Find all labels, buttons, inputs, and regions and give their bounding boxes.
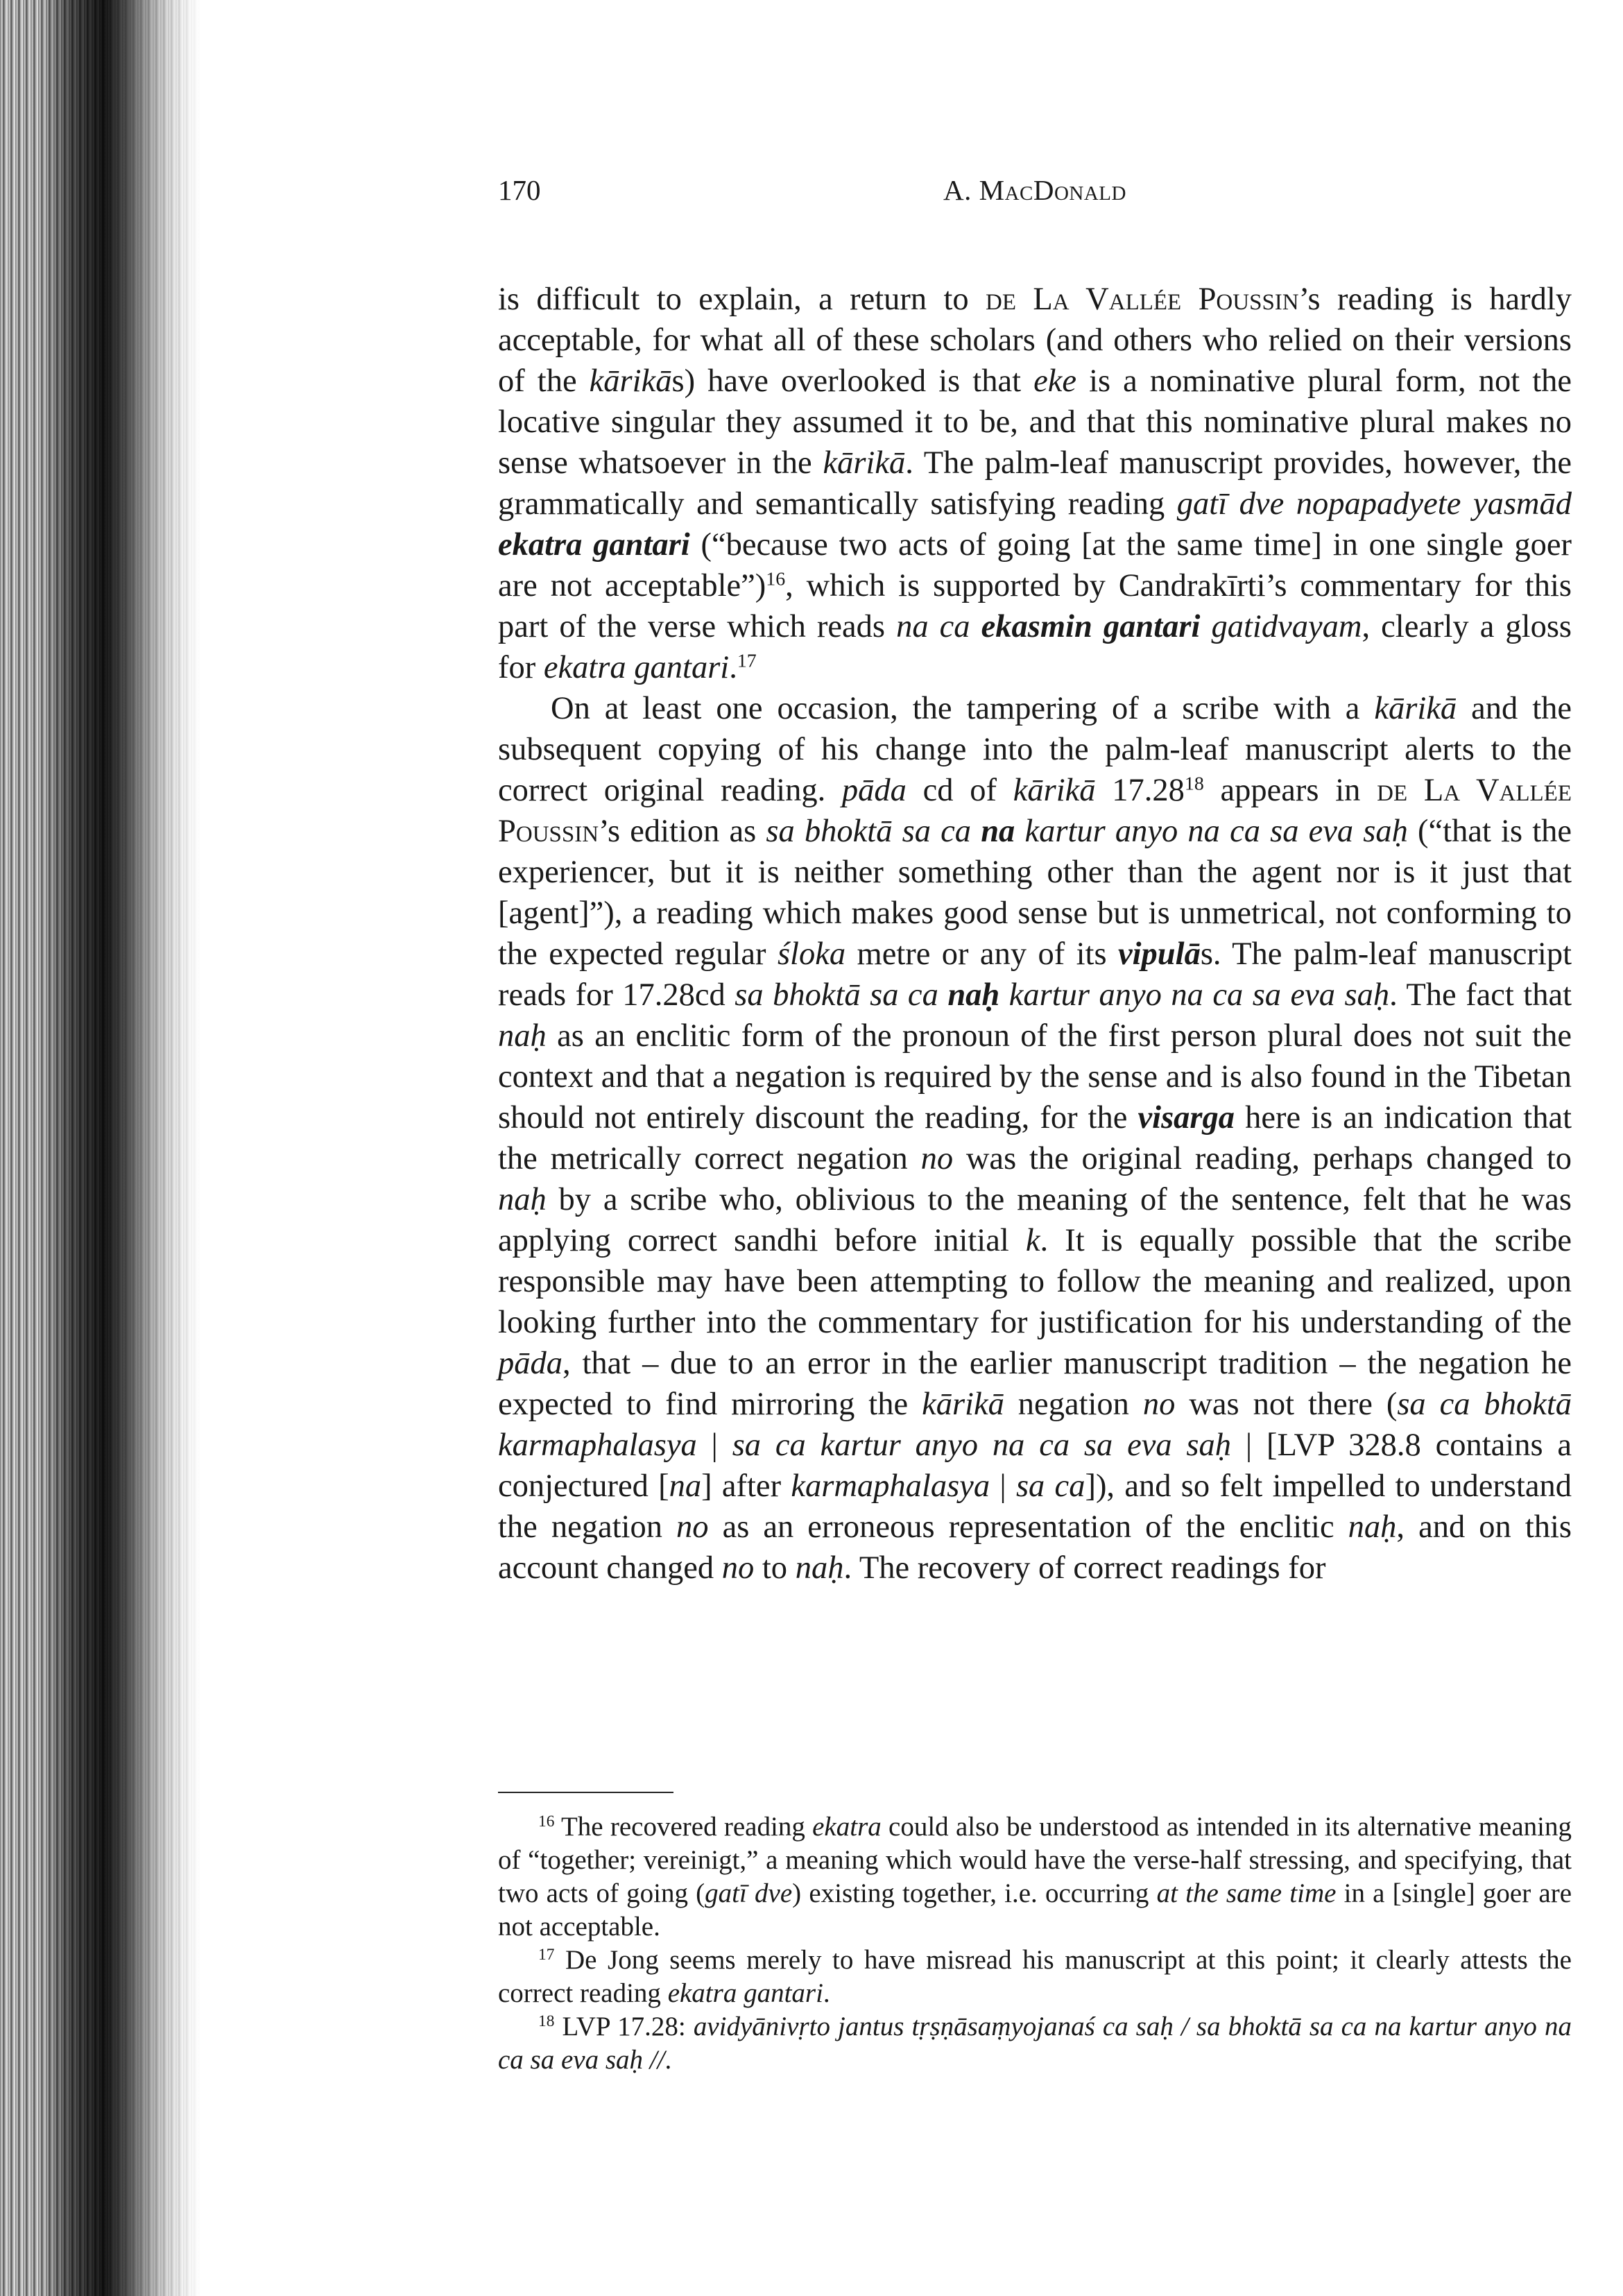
- text-run: , and on this account changed: [498, 1509, 1572, 1586]
- text-run: ]), and so felt impelled to understand the negation: [498, 1468, 1572, 1545]
- text-run: ’s reading is hardly acceptable, for what all of these scholars (and others who relied on their versions of the: [498, 282, 1572, 399]
- term-nah: naḥ: [795, 1550, 844, 1586]
- sanskrit-gloss: ekatra gantari: [543, 650, 730, 685]
- sanskrit-quote: sa bhoktā sa ca: [766, 814, 972, 849]
- term-no: no: [920, 1141, 954, 1176]
- text-run: is a nominative plural form, not the locative singular they assumed it to be, and that this nominative plural makes no sense whatsoever in the: [498, 363, 1572, 481]
- text-run: . It is equally possible that the scribe responsible may have been attempting to follow the meaning and realized, upon looking further into the commentary for justification for his understanding of the: [498, 1223, 1572, 1340]
- sanskrit-quote-emphasis: naḥ: [947, 977, 1000, 1013]
- footnote-ref-18[interactable]: 18: [1184, 773, 1204, 795]
- term-karika: kārikā: [1374, 691, 1457, 726]
- text-run: , that – due to an error in the earlier manuscript tradition – the negation he expected to find mirroring the: [498, 1346, 1572, 1422]
- text-run: in a [single] goer are not acceptable.: [498, 1878, 1572, 1942]
- term-nah: naḥ: [498, 1182, 547, 1217]
- sanskrit-quote: kartur anyo na ca sa eva saḥ: [1024, 814, 1408, 849]
- paragraph-2: [498, 688, 1572, 1588]
- sanskrit-quote: sa bhoktā sa ca: [735, 977, 938, 1013]
- sanskrit-verse: avidyānivṛto jantus tṛṣṇāsaṃyojanaś ca saḥ / sa bhoktā sa ca na kartur anyo na ca sa eva saḥ //: [498, 2012, 1572, 2075]
- sanskrit-quote: kartur anyo na ca sa eva saḥ: [1008, 977, 1390, 1013]
- term-eke: eke: [1033, 363, 1076, 399]
- term-nah: naḥ: [498, 1018, 547, 1054]
- text-run: is difficult to explain, a return to: [498, 282, 986, 317]
- text-run: The recovered reading: [554, 1812, 813, 1842]
- term-nah: naḥ: [1348, 1509, 1397, 1545]
- text-run: here is an indication that the metrically correct negation: [498, 1100, 1572, 1176]
- sanskrit-term: ekatra gantari: [667, 1978, 823, 2008]
- sanskrit-reading: gatidvayam: [1211, 609, 1362, 644]
- footnote-ref-16[interactable]: 16: [766, 568, 786, 590]
- text-run: 17.28: [1095, 773, 1185, 808]
- sanskrit-quote: karmaphalasya: [791, 1468, 990, 1504]
- sanskrit-term: ekatra: [812, 1812, 882, 1842]
- sanskrit-reading: na ca: [896, 609, 970, 644]
- text-run: as an enclitic form of the pronoun of the first person plural does not suit the context and that a negation is required by the sense and is also found in the Tibetan should not entirely discount the reading, for the: [498, 1018, 1572, 1136]
- text-run: ] after: [701, 1468, 791, 1504]
- text-run: .: [664, 2045, 672, 2075]
- text-run: and the subsequent copying of his change into the palm-leaf manuscript alerts to the correct original reading.: [498, 691, 1572, 808]
- footnote-ref-17[interactable]: 17: [737, 650, 757, 672]
- footnote-divider: [498, 1792, 673, 1793]
- text-run: .: [729, 650, 737, 685]
- text-run: (“that is the experiencer, but it is neither something other than the agent nor is it just that [agent]”), a reading which makes good sense but is unmetrical, not conforming to the expected regular: [498, 814, 1572, 972]
- sanskrit-reading-emphasis: ekatra gantari: [498, 527, 690, 563]
- body-text: [498, 279, 1572, 1588]
- text-run: LVP 17.28:: [554, 2012, 694, 2041]
- term-pada: pāda: [841, 773, 907, 808]
- sanskrit-quote: sa ca kartur anyo na ca sa eva saḥ: [732, 1428, 1232, 1463]
- running-head: [498, 173, 1572, 215]
- text-run: , clearly a gloss for: [498, 609, 1572, 685]
- sanskrit-reading-emphasis: ekasmin gantari: [981, 609, 1201, 644]
- term-no: no: [676, 1509, 709, 1545]
- author-name: de La Vallée Poussin: [986, 282, 1299, 317]
- footnote-17: [498, 1944, 1572, 2010]
- footnote-number: 17: [538, 1946, 555, 1964]
- emphasis: at the same time: [1156, 1878, 1337, 1908]
- text-run: . The fact that: [1389, 977, 1572, 1013]
- binding-fade: [104, 0, 201, 2296]
- text-run: s. The palm-leaf manuscript reads for 17.28cd: [498, 936, 1572, 1013]
- sanskrit-quote-emphasis: na: [981, 814, 1015, 849]
- author-name: de La Vallée Poussin: [498, 773, 1572, 849]
- text-run: . The recovery of correct readings for: [843, 1550, 1326, 1586]
- text-run: metre or any of its: [845, 936, 1118, 972]
- text-run: appears in: [1203, 773, 1377, 808]
- text-run: |: [990, 1468, 1016, 1504]
- text-run: .: [823, 1978, 830, 2008]
- text-run: as an erroneous representation of the enclitic: [708, 1509, 1348, 1545]
- text-run: , which is supported by Candrakīrti’s commentary for this part of the verse which reads: [498, 568, 1572, 644]
- footnote-18: [498, 2010, 1572, 2077]
- text-run: cd of: [906, 773, 1013, 808]
- footnote-number: 16: [538, 1813, 555, 1831]
- footnotes: [498, 1810, 1572, 2077]
- sanskrit-reading: gatī dve nopapadyete yasmād: [1176, 486, 1572, 522]
- term-pada: pāda: [498, 1346, 563, 1381]
- sanskrit-quote: sa ca: [1015, 1468, 1085, 1504]
- term-no: no: [1142, 1387, 1176, 1422]
- paragraph-1: [498, 279, 1572, 688]
- text-run: ) existing together, i.e. occurring: [792, 1878, 1157, 1908]
- text-run: ’s edition as: [599, 814, 766, 849]
- footnote-16: [498, 1810, 1572, 1944]
- text-run: | [LVP 328.8 contains a conjectured [: [498, 1428, 1572, 1504]
- sanskrit-quote: sa ca bhoktā karmaphalasya: [498, 1387, 1572, 1463]
- text-run: On at least one occasion, the tampering of a scribe with a: [551, 691, 1375, 726]
- text-run: was the original reading, perhaps changed to: [953, 1141, 1572, 1176]
- page-number: 170: [498, 174, 541, 206]
- text-run: . The palm-leaf manuscript provides, however, the grammatically and semantically satisfying reading: [498, 445, 1572, 522]
- text-run: could also be understood as intended in its alternative meaning of “together; vereinigt,” a meaning which would have the verse-half stressing, and specifying, that two acts of going (: [498, 1812, 1572, 1908]
- term-visarga: visarga: [1137, 1100, 1235, 1136]
- term-karika: kārikā: [823, 445, 906, 481]
- text-run: to: [754, 1550, 796, 1586]
- term-k: k: [1025, 1223, 1040, 1258]
- term-karika: kārikā: [922, 1387, 1004, 1422]
- text-run: by a scribe who, oblivious to the meaning of the sentence, felt that he was applying correct sandhi before initial: [498, 1182, 1572, 1258]
- text-run: (“because two acts of going [at the same time] in one single goer are not acceptable”): [498, 527, 1572, 603]
- text-run: was not there (: [1175, 1387, 1398, 1422]
- text-run: |: [696, 1428, 732, 1463]
- text-run: s) have overlooked is that: [671, 363, 1034, 399]
- term-no: no: [721, 1550, 755, 1586]
- footnote-number: 18: [538, 2012, 555, 2031]
- term-karika: kārikā: [589, 363, 672, 399]
- term-vipula: vipulā: [1117, 936, 1201, 972]
- sanskrit-term: gatī dve: [705, 1878, 793, 1908]
- running-head-author: A. MacDonald: [943, 174, 1126, 206]
- term-sloka: śloka: [777, 936, 846, 972]
- term-na: na: [669, 1468, 702, 1504]
- term-karika: kārikā: [1013, 773, 1096, 808]
- text-run: De Jong seems merely to have misread his manuscript at this point; it clearly attests the correct reading: [498, 1945, 1572, 2008]
- text-run: negation: [1004, 1387, 1143, 1422]
